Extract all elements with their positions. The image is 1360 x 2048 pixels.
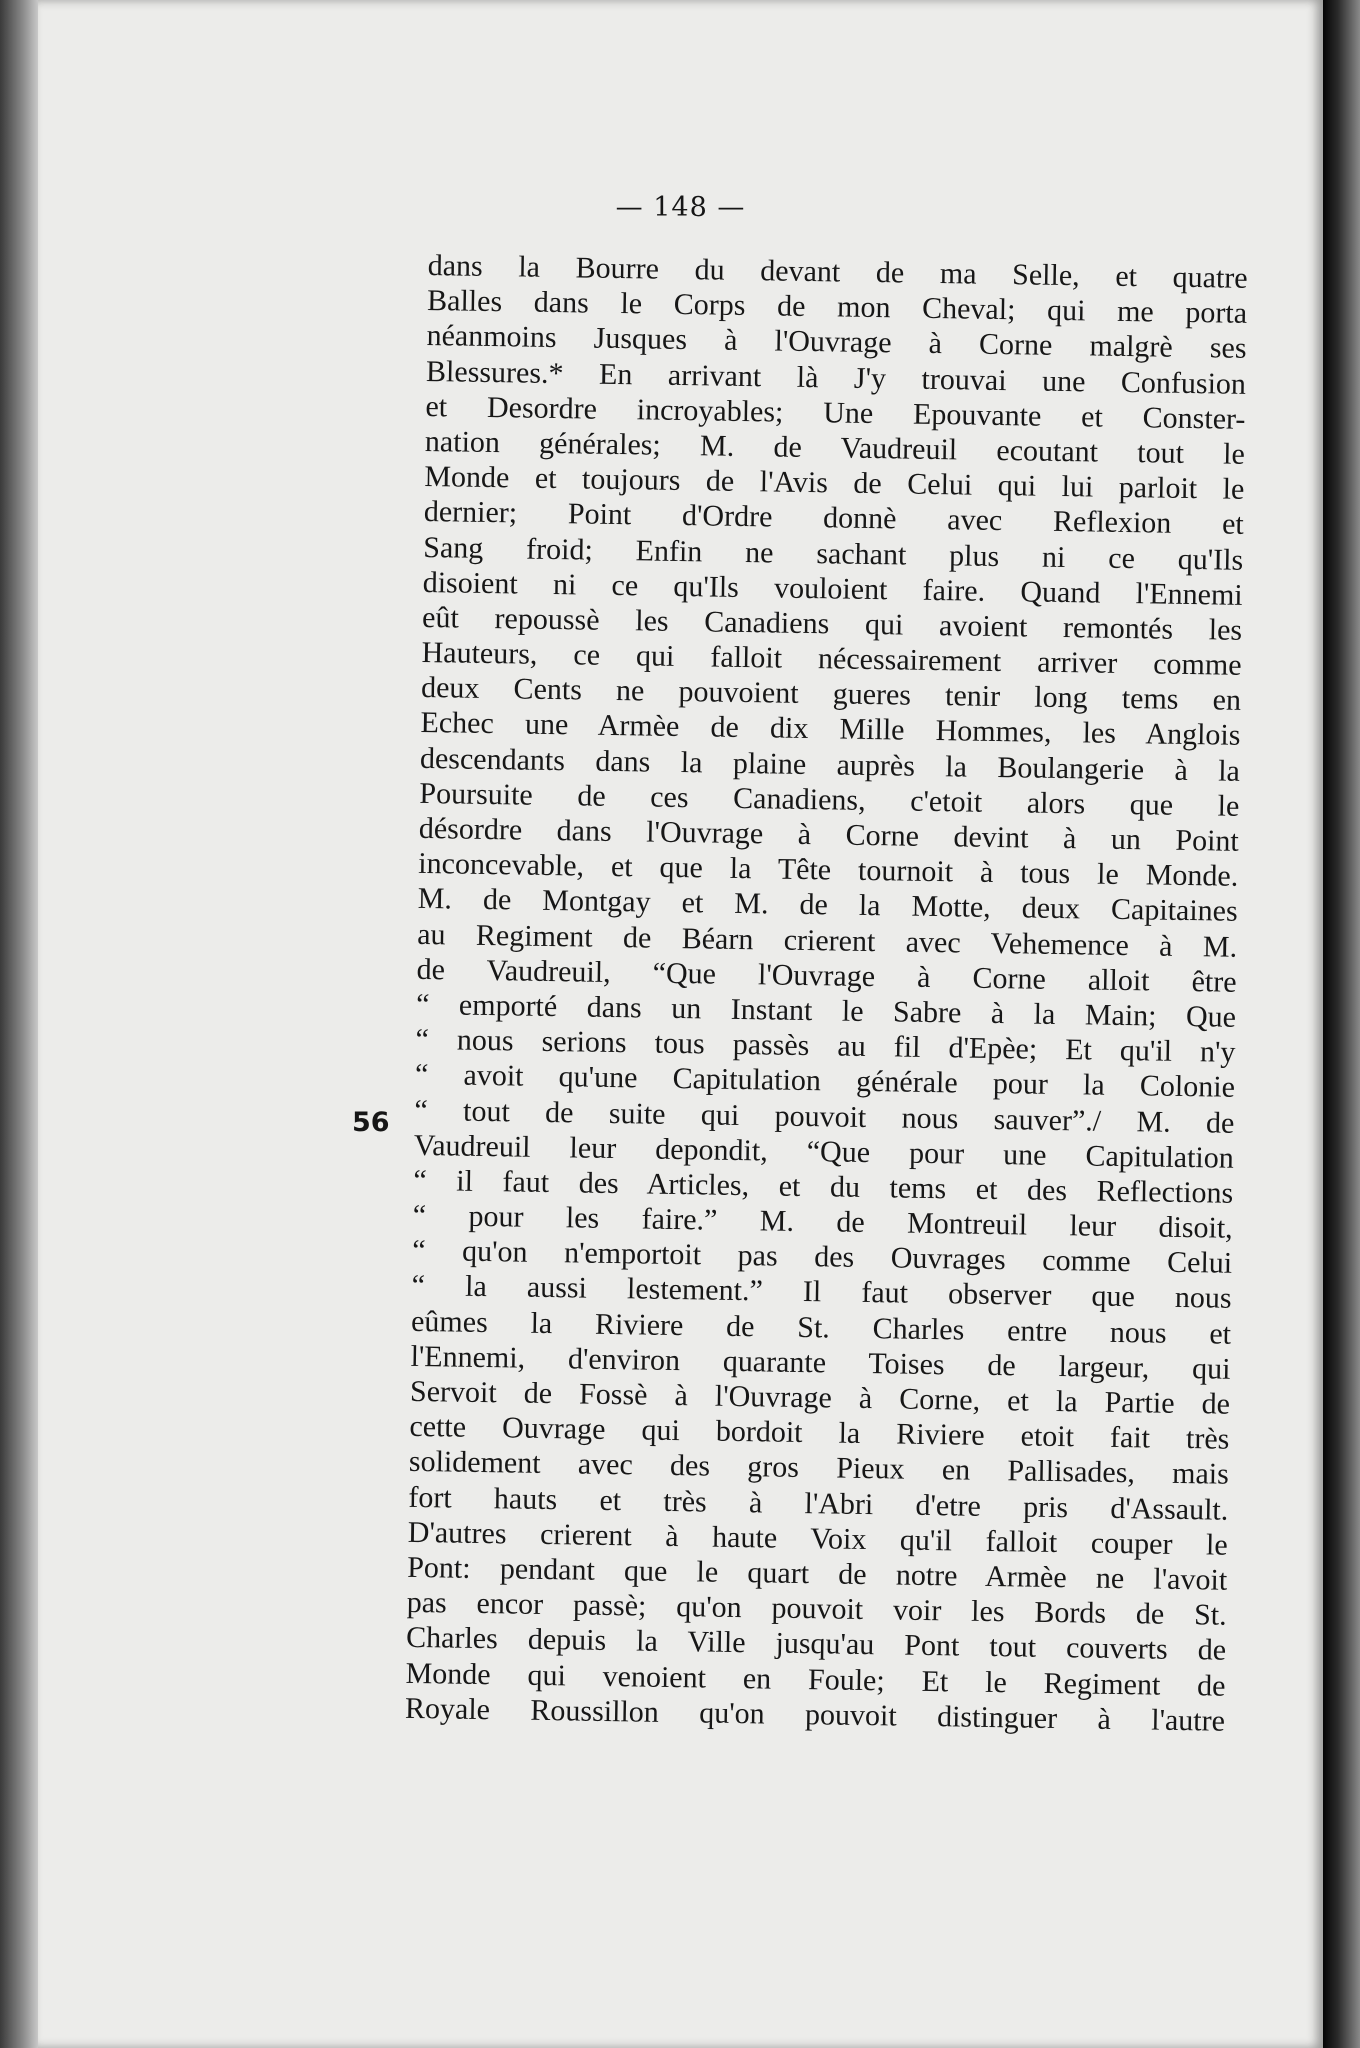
text-line: inconcevable, et que la Tête tournoit à tous le Monde. xyxy=(418,847,1239,893)
body-text xyxy=(405,248,1248,1739)
text-line: “ il faut des Articles, et du tems et des Reflections xyxy=(413,1163,1234,1210)
page-number-header: — 148 — xyxy=(615,192,746,223)
text-line: Sang froid; Enfin ne sachant plus ni ce qu'Ils xyxy=(423,530,1244,577)
adjacent-page-edge xyxy=(1323,0,1360,2048)
text-line: Servoit de Fossè à l'Ouvrage à Corne, et la Partie de xyxy=(409,1374,1231,1421)
text-line: descendants dans la plaine auprès la Boulangerie à la xyxy=(419,741,1241,788)
text-line: eût repoussè les Canadiens qui avoient remontés les xyxy=(421,600,1243,647)
text-line: dernier; Point d'Ordre donnè avec Reflexion et xyxy=(423,495,1245,542)
text-line: solidement avec des gros Pieux en Pallisades, mais xyxy=(408,1445,1230,1492)
text-line: “ qu'on n'emportoit pas des Ouvrages comme Celui xyxy=(411,1234,1233,1281)
text-line: dans la Bourre du devant de ma Selle, et quatre xyxy=(427,248,1248,295)
text-line: l'Ennemi, d'environ quarante Toises de largeur, qui xyxy=(410,1339,1231,1386)
text-line: Vaudreuil leur depondit, “Que pour une Capitulation xyxy=(413,1128,1235,1175)
text-line: fort hauts et très à l'Abri d'etre pris d'Assault. xyxy=(408,1480,1229,1527)
text-line: deux Cents ne pouvoient gueres tenir long tems en xyxy=(420,671,1242,718)
text-line: cette Ouvrage qui bordoit la Riviere etoit fait très xyxy=(409,1410,1230,1456)
text-line: pas encor passè; qu'on pouvoit voir les Bords de St. xyxy=(406,1585,1227,1632)
text-line: et Desordre incroyables; Une Epouvante et Conster- xyxy=(425,389,1246,436)
text-line: “ la aussi lestement.” Il faut observer que nous xyxy=(411,1269,1232,1316)
text-line: eûmes la Riviere de St. Charles entre nous et xyxy=(410,1304,1232,1351)
text-line: Hauteurs, ce qui falloit nécessairement arriver comme xyxy=(421,636,1242,682)
text-line: Pont: pendant que le quart de notre Armèe ne l'avoit xyxy=(407,1550,1228,1597)
text-line: “ pour les faire.” M. de Montreuil leur disoit, xyxy=(412,1198,1233,1245)
text-line: Blessures.* En arrivant là J'y trouvai une Confusion xyxy=(425,354,1247,401)
text-line: désordre dans l'Ouvrage à Corne devint à un Point xyxy=(418,811,1240,858)
text-line: “ emporté dans un Instant le Sabre à la Main; Que xyxy=(415,987,1237,1034)
text-line: de Vaudreuil, “Que l'Ouvrage à Corne alloit être xyxy=(416,952,1237,999)
text-line: Charles depuis la Ville jusqu'au Pont tout couverts de xyxy=(405,1621,1227,1668)
book-gutter-shadow xyxy=(0,0,38,2048)
text-line: “ nous serions tous passès au fil d'Epèe; Et qu'il n'y xyxy=(415,1023,1236,1069)
text-line: Poursuite de ces Canadiens, c'etoit alors que le xyxy=(419,776,1240,823)
text-line: D'autres crierent à haute Voix qu'il falloit couper le xyxy=(407,1515,1228,1562)
text-line: disoient ni ce qu'Ils vouloient faire. Quand l'Ennemi xyxy=(422,565,1243,612)
text-line: Royale Roussillon qu'on pouvoit distinguer à l'autre xyxy=(404,1691,1226,1738)
text-line: Monde qui venoient en Foule; Et le Regiment de xyxy=(405,1656,1226,1703)
text-line: M. de Montgay et M. de la Motte, deux Capitaines xyxy=(417,882,1238,929)
text-line: Monde et toujours de l'Avis de Celui qui lui parloit le xyxy=(424,460,1245,506)
text-line: Echec une Armèe de dix Mille Hommes, les Anglois xyxy=(420,706,1241,753)
margin-page-reference: 56 xyxy=(352,1107,390,1138)
text-line: néanmoins Jusques à l'Ouvrage à Corne malgrè ses xyxy=(426,319,1247,366)
text-line: “ tout de suite qui pouvoit nous sauver”./ M. de xyxy=(414,1093,1235,1140)
text-line: au Regiment de Béarn crierent avec Vehemence à M. xyxy=(416,917,1238,964)
text-line: Balles dans le Corps de mon Cheval; qui me porta xyxy=(426,284,1248,331)
text-line: nation générales; M. de Vaudreuil ecoutant tout le xyxy=(424,424,1246,471)
book-page xyxy=(38,0,1323,2048)
text-line: “ avoit qu'une Capitulation générale pour la Colonie xyxy=(414,1058,1236,1105)
